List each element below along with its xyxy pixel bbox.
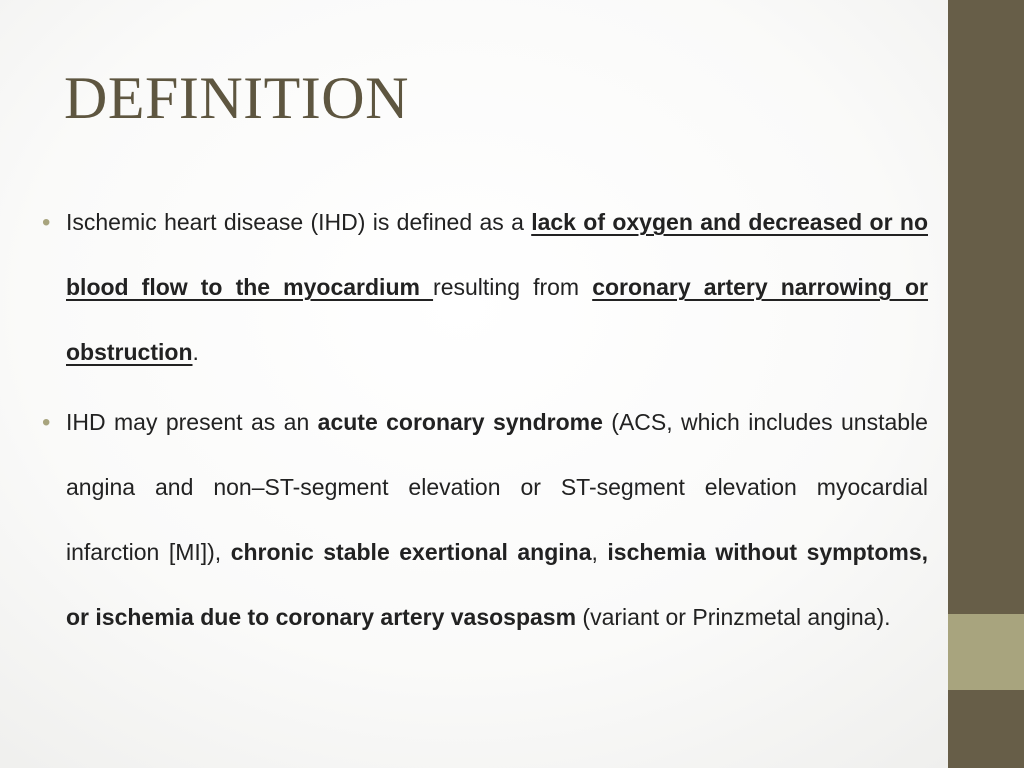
text-segment: (variant or Prinzmetal angina). [576, 604, 891, 630]
bold-underline-segment: lack of oxygen and decreased or no blood flow to the myocardium [66, 209, 928, 300]
bullet-item-ihd-definition [42, 190, 928, 385]
bullet-text [66, 190, 928, 385]
text-segment: resulting from [433, 274, 593, 300]
bullet-text [66, 390, 928, 650]
text-segment: . [192, 339, 199, 365]
slide-body [42, 190, 928, 650]
bullet-point-icon: • [42, 409, 51, 436]
bold-segment: ischemia without symptoms, or ischemia due to coronary artery vasospasm [66, 539, 929, 630]
sidebar-accent-block [948, 614, 1024, 690]
text-segment: (ACS, which includes unstable angina and non–ST-segment elevation or ST-segment elevation myocardial infarction [MI]), [66, 409, 928, 565]
bullet-item-ihd-presentation [42, 390, 928, 650]
text-segment: Ischemic heart disease (IHD) is defined as a [66, 209, 532, 235]
bold-segment: acute coronary syndrome [317, 409, 603, 435]
bullet-point-icon: • [42, 209, 51, 236]
text-segment: IHD may present as an [66, 409, 318, 435]
text-segment: , [591, 539, 608, 565]
bold-segment: chronic stable exertional angina [230, 539, 592, 565]
slide-title: DEFINITION [64, 65, 409, 131]
bold-underline-segment: coronary artery narrowing or obstruction [66, 274, 929, 365]
